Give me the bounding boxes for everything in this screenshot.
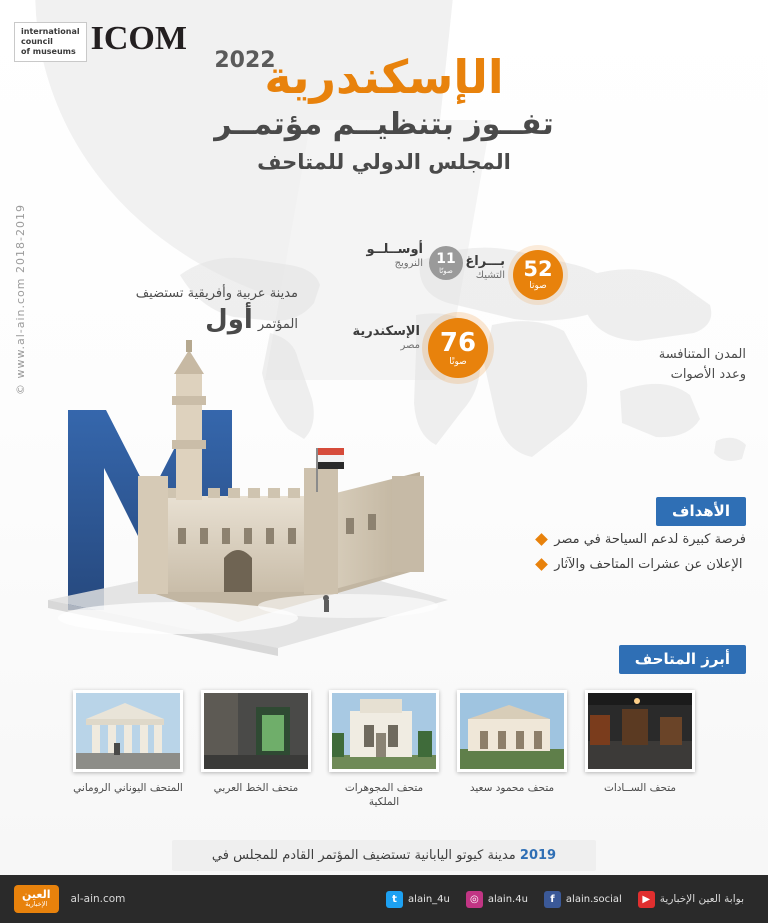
museum-thumbnail xyxy=(457,690,567,772)
vote-country-oslo: النرويج xyxy=(394,258,423,270)
vote-value-oslo: 11 xyxy=(436,250,456,267)
vote-country-alexandria: مصر xyxy=(400,340,420,352)
social-handle-twitter: alain_4u xyxy=(408,893,450,905)
museum-caption: متحف الســادات xyxy=(603,782,677,794)
qaitbay-citadel-illustration xyxy=(28,300,458,660)
museum-thumbnail xyxy=(73,690,183,772)
museum-thumbnail xyxy=(329,690,439,772)
vote-city-prague: بـــراغ xyxy=(465,254,505,269)
side-url-watermark: © www.al-ain.com 2018-2019 xyxy=(14,204,27,395)
social-link-instagram[interactable] xyxy=(466,891,528,908)
alain-logo-badge xyxy=(14,885,59,912)
diamond-bullet-icon xyxy=(535,558,548,571)
vote-value-alexandria: 76 xyxy=(439,327,477,358)
museum-caption: متحف محمود سعيد xyxy=(469,782,555,794)
vote-unit-prague: صوتا xyxy=(529,281,547,291)
vote-country-prague: التشيك xyxy=(475,270,505,282)
goals-section-header: الأهداف xyxy=(656,497,746,526)
social-handle-facebook: alain.social xyxy=(565,893,622,905)
vote-circle-alexandria xyxy=(428,318,488,378)
icom-line3: of museums xyxy=(21,47,76,56)
vote-bubble-prague xyxy=(465,250,563,300)
museum-card xyxy=(201,690,311,809)
vote-circle-prague xyxy=(513,250,563,300)
first-city-note-emphasis: أول xyxy=(205,304,253,335)
museum-caption: متحف الخط العربي xyxy=(213,782,299,794)
museum-card xyxy=(73,690,183,809)
vote-unit-alexandria: صوتًا xyxy=(449,356,467,367)
social-links xyxy=(386,891,754,908)
vote-city-oslo: أوســلــو xyxy=(366,242,423,257)
museum-caption: متحف المجوهرات الملكية xyxy=(344,782,424,808)
museum-caption: المتحف اليوناني الروماني xyxy=(73,782,183,794)
headline-year: 2022 xyxy=(214,48,276,73)
social-link-facebook[interactable] xyxy=(544,891,622,908)
museums-strip xyxy=(0,690,768,809)
museum-card xyxy=(457,690,567,809)
goal-item-label: فرصة كبيرة لدعم السياحة في مصر xyxy=(554,532,746,547)
icom-logo xyxy=(14,22,187,62)
votes-legend-line-1: المدن المتنافسة xyxy=(658,347,746,362)
next-conference-note xyxy=(0,840,768,871)
headline-city: الإسكندرية xyxy=(264,50,504,104)
votes-legend-line-2: وعدد الأصوات xyxy=(670,366,746,382)
icom-wordmark: ICOM xyxy=(90,20,187,57)
museums-section-header: أبرز المتاحف xyxy=(619,645,746,674)
site-url[interactable]: al-ain.com xyxy=(70,893,126,905)
goal-item-label: الإعلان عن عشرات المتاحف والآثار xyxy=(554,557,743,572)
goals-list xyxy=(537,532,746,582)
vote-bubble-oslo xyxy=(366,242,463,280)
museum-card xyxy=(329,690,439,809)
icom-subtitle-box xyxy=(14,22,87,62)
museum-thumbnail xyxy=(585,690,695,772)
icom-line1: international xyxy=(21,27,80,36)
vote-bubble-alexandria xyxy=(352,318,488,378)
museum-card xyxy=(585,690,695,809)
twitter-icon: t xyxy=(386,891,403,908)
icom-line2: council xyxy=(21,37,53,46)
facebook-icon: f xyxy=(544,891,561,908)
vote-city-alexandria: الإسكندرية xyxy=(352,324,420,339)
vote-value-prague: 52 xyxy=(523,257,553,281)
headline-line-2: تفــوز بتنظيــم مؤتمــر xyxy=(214,106,554,142)
alain-logo-subtext: الإخبارية xyxy=(25,900,48,909)
instagram-icon: ◎ xyxy=(466,891,483,908)
social-handle-instagram: alain.4u xyxy=(487,893,528,905)
next-conference-year: 2019 xyxy=(519,848,557,863)
diamond-bullet-icon xyxy=(535,533,548,546)
social-link-twitter[interactable] xyxy=(386,891,450,908)
social-link-youtube[interactable] xyxy=(638,891,754,908)
footer-bar xyxy=(0,875,768,923)
votes-legend xyxy=(659,345,746,384)
social-handle-youtube: بوابة العين الإخبارية xyxy=(659,893,744,905)
goal-item xyxy=(537,532,746,547)
headline-line-3: المجلس الدولي للمتاحف xyxy=(257,149,511,174)
alain-logo-text: العين xyxy=(22,888,51,902)
next-conference-text: مدينة كيوتو اليابانية تستضيف المؤتمر القادم للمجلس في xyxy=(211,848,516,863)
museum-thumbnail xyxy=(201,690,311,772)
first-city-note xyxy=(98,282,298,336)
youtube-icon: ▶ xyxy=(638,891,655,908)
first-city-note-text: مدينة عربية وأفريقية تستضيف المؤتمر xyxy=(135,286,298,332)
vote-circle-oslo xyxy=(429,246,463,280)
goal-item xyxy=(537,557,746,572)
vote-unit-oslo: صوتًا xyxy=(439,266,453,275)
